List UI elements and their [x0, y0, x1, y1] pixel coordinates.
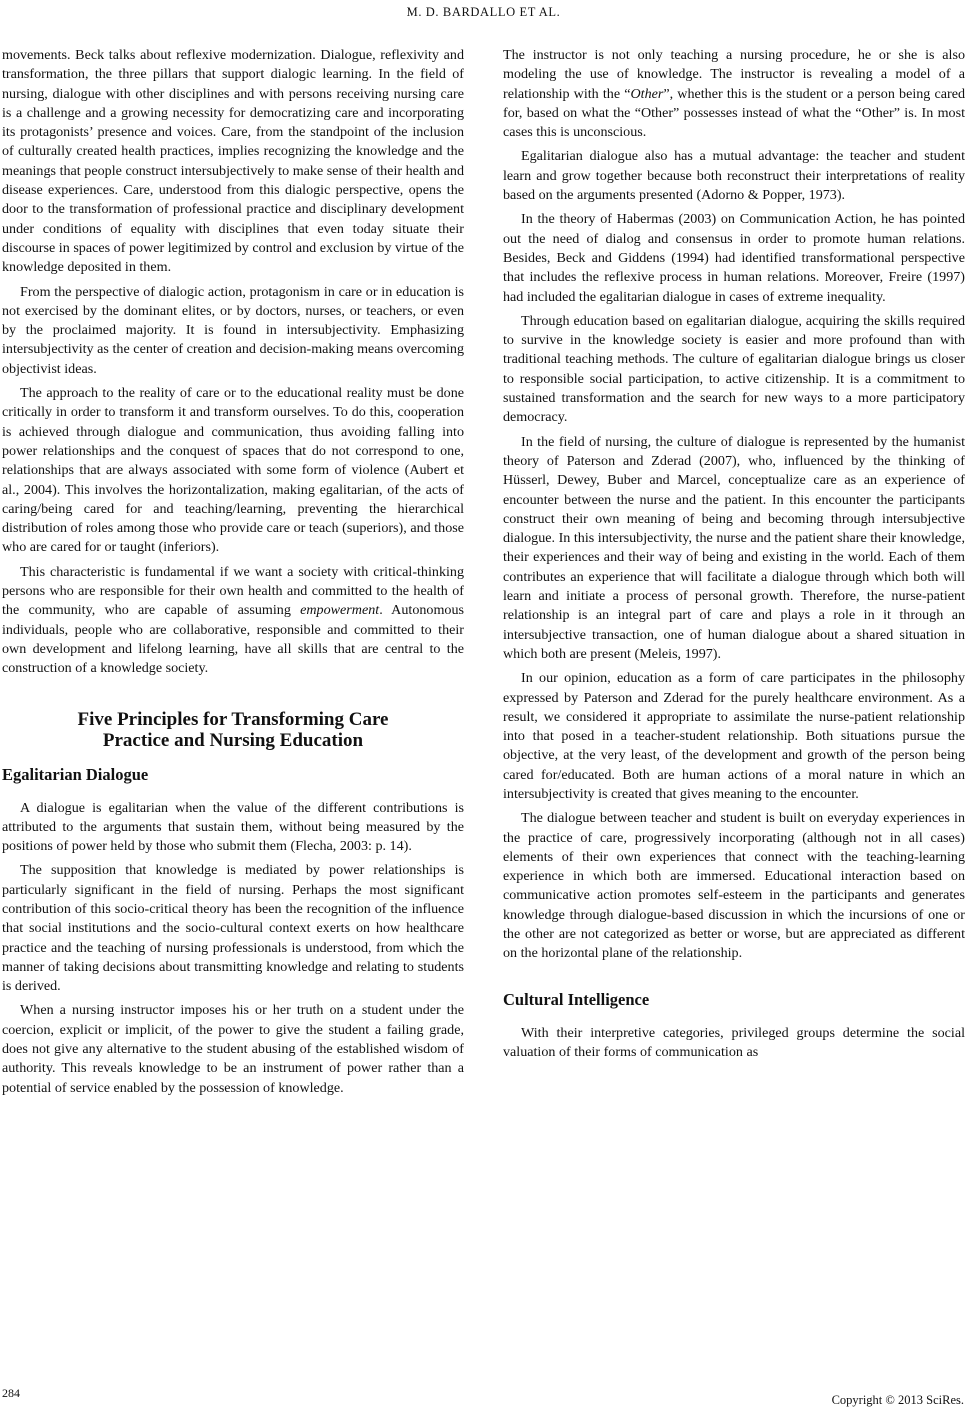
paragraph: Egalitarian dialogue also has a mutual advantage: the teacher and student learn and grow together because both reconstruct their interpretations of reality based on the arguments presented (Adorno & Popper, 1973). — [503, 148, 965, 204]
emphasis: empowerment — [300, 602, 380, 619]
section-title — [2, 709, 464, 751]
paragraph: In the theory of Habermas (2003) on Communication Action, he has pointed out the need of dialog and consensus in order to promote human relations. Besides, Beck and Giddens (1994) had identified transformational perspective that includes the reflexive process in human relations. Moreover, Freire (1997) had included the egalitarian dialogue in cases of extreme inequality. — [503, 211, 965, 305]
paragraph: When a nursing instructor imposes his or her truth on a student under the coercion, explicit or implicit, of the power to give the student a failing grade, does not give any alternative to the student abusing of the established wisdom of authority. This reveals knowledge to be an instrument of power rather than a potential of service enabled by the possession of knowledge. — [2, 1002, 464, 1096]
subsection-heading: Cultural Intelligence — [503, 989, 650, 1009]
subsection-heading: Egalitarian Dialogue — [2, 764, 149, 784]
section-title-line: Five Principles for Transforming Care — [77, 708, 389, 730]
text-run: ”, whether this is the student or a person being cared for, based on what the “Other” possesses instead of what the “Other” is. In most cases this is unconscious. — [503, 85, 965, 141]
text-run: The instructor is not only teaching a nursing procedure, he or she is also modeling the use of knowledge. The instructor is revealing a model of a relationship with the “ — [503, 47, 965, 102]
page-number: 284 — [2, 1386, 20, 1400]
emphasis: Other — [630, 85, 664, 102]
paragraph: A dialogue is egalitarian when the value of the different contributions is attributed to the arguments that sustain them, without being measured by the positions of power held by those who submit them (Flecha, 2003: p. 14). — [2, 799, 464, 855]
paragraph: The dialogue between teacher and student is built on everyday experiences in the practice of care, progressively incorporating (although not in all cases) elements of their own experiences that connect with the teaching-learning experience in which both are immersed. Educational interaction based on communicative action promotes self-esteem in the participants and generates knowledge through dialogue-based discussion in which the incursions of one or the other are not categorized as better or worse, but are appreciated as different on the horizontal plane of the relationship. — [503, 810, 965, 962]
running-head: M. D. BARDALLO ET AL. — [406, 5, 561, 19]
text-run: . Autonomous individuals, people who are collaborative, responsible and committed to their own development and lifelong learning, have all skills that are central to the construction of a knowledge society. — [2, 602, 464, 677]
left-column — [2, 46, 464, 1103]
paragraph: With their interpretive categories, privileged groups determine the social valuation of their forms of communication as — [503, 1024, 965, 1060]
text-run: This characteristic is fundamental if we want a society with critical-thinking persons who are responsible for their own health and committed to the health of the community, who are capable of assuming — [2, 563, 464, 619]
right-column — [503, 46, 965, 1067]
paragraph: The approach to the reality of care or to the educational reality must be done critically in order to transform it and transform ourselves. To do this, cooperation is achieved through dialogue and communication, thus avoiding falling into power relationships and the conquest of spaces that do not correspond to one, relationships that are always associated with some form of violence (Aubert et al., 2004). This involves the horizontalization, making egalitarian, of the acts of caring/being cared for and teaching/learning, preventing the hierarchical distribution of roles among those who provide care or teach (superiors), and those who are cared for or taught (inferiors). — [2, 385, 464, 556]
paragraph: In our opinion, education as a form of care participates in the philosophy expressed by Paterson and Zderad for the purely healthcare environment. As a result, we considered it appropriate to assimilate the nurse-patient relationship into that posed in a teacher-student relationship. Both situations pursue the objective, at the very least, of the development and growth of the person being cared for/educated. Both are human actions of a moral nature in which an intersubjectivity is created that gives meaning to the encounter. — [503, 670, 965, 802]
paragraph: movements. Beck talks about reflexive modernization. Dialogue, reflexivity and transformation, the three pillars that support dialogic learning. In the field of nursing, dialogue with other disciplines and with persons receiving nursing care is a challenge and a growing necessity for democratizing care and incorporating its protagonists’ presence and voices. Care, from the standpoint of the inclusion of culturally created health practices, implies recognizing the knowledge and the meanings that people construct intersubjectively to make sense of their health and disease experiences. Care, understood from this dialogic perspective, opens the door to the transformation of professional practice and disciplinary development under conditions of equality with disciplines that even today situate their discourse in spaces of power legitimized by control and exclusion by virtue of the knowledge deposited in them. — [2, 47, 464, 276]
paragraph — [2, 563, 464, 679]
paragraph: From the perspective of dialogic action, protagonism in care or in education is not exercised by the dominant elites, or by doctors, nurses, or teachers, or even by the proclaimed majority. It is found in intersubjectivity. Emphasizing intersubjectivity as the center of creation and decision-making means overcoming objectivist ideas. — [2, 283, 464, 377]
paragraph: Through education based on egalitarian dialogue, acquiring the skills required to survive in the knowledge society is easier and more profound than with traditional teaching methods. The culture of egalitarian dialogue brings us closer to responsible social participation, to active citizenship. It is a commitment to sustained transformation and the search for new ways to a more participatory democracy. — [503, 312, 965, 426]
paragraph: The supposition that knowledge is mediated by power relationships is particularly significant in the field of nursing. Perhaps the most significant contribution of this socio-critical theory has been the recognition of the influence that social institutions and the socio-cultural context exerts on how healthcare practice and the teaching of nursing professionals is understood, from which the manner of taking decisions about transmitting knowledge and relating to students is derived. — [2, 862, 464, 995]
section-title-line: Practice and Nursing Education — [102, 729, 364, 751]
copyright-notice: Copyright © 2013 SciRes. — [831, 1393, 964, 1407]
paragraph — [503, 46, 965, 142]
paragraph: In the field of nursing, the culture of dialogue is represented by the humanist theory of Paterson and Zderad (2007), who, influenced by the thinking of Hüsserl, Dewey, Buber and Marcel, conceptualize care as an experience of encounter between the nurse and the patient. In this encounter the participants construct their own meaning of being and becoming through intersubjective dialogue. In this intersubjectivity, the nurse and the patient share their knowledge, their experiences and their way of being and existing in the world. Each of them contributes an experience that will facilitate a dialogue through which both will learn and initiate a process of personal growth. Therefore, the nurse-patient relationship is an integral part of care and plays a role in it through an intersubjective transaction, one of human dialogue about a shared situation in which both are present (Meleis, 1997). — [503, 433, 965, 662]
